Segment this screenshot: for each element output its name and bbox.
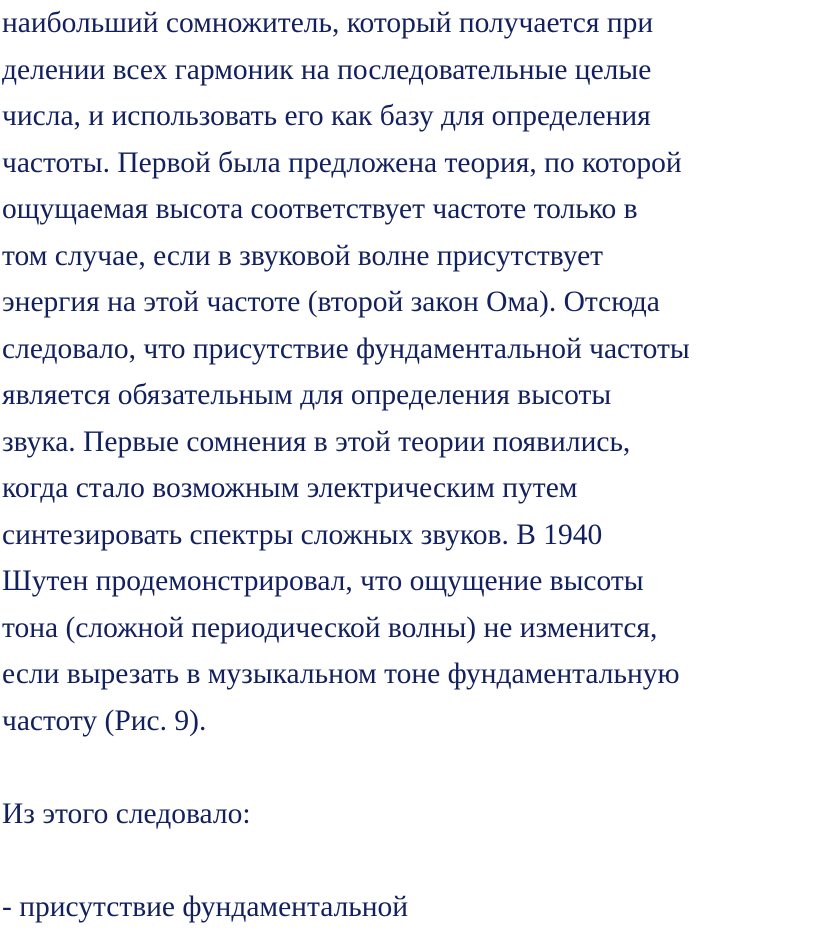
text-line: энергия на этой частоте (второй закон Ома). Отсюда [2,286,660,318]
paragraph-main [2,0,816,744]
text-line: если вырезать в музыкальном тоне фундаментальную [2,658,680,690]
text-line: синтезировать спектры сложных звуков. В 1940 [2,518,603,551]
text-line: тона (сложной периодической волны) не изменится, [2,611,658,644]
text-line: когда стало возможным электрическим путем [2,472,578,504]
document-page [2,0,816,930]
text-line: следовало, что присутствие фундаментальной частоты [2,332,690,365]
text-line: частоты. Первой была предложена теория, по которой [2,146,682,179]
list-item: - присутствие фундаментальной [2,890,409,923]
text-line: ощущаемая высота соответствует частоте только в [2,193,638,225]
text-line: числа, и использовать его как базу для определения [2,100,651,132]
text-line: является обязательным для определения высоты [2,379,612,411]
text-line: звука. Первые сомнения в этой теории появились, [2,425,631,458]
text-line: Шутен продемонстрировал, что ощущение высоты [2,565,644,597]
text-line: делении всех гармоник на последовательные целые [2,53,652,86]
paragraph-conclusion: Из этого следовало: [2,797,251,830]
text-line: частоту (Рис. 9). [2,704,207,737]
text-line: том случае, если в звуковой волне присутствует [2,239,604,272]
paragraph-spacer [2,744,816,791]
text-line: наибольший сомножитель, который получается при [2,7,654,39]
paragraph-spacer [2,837,816,884]
